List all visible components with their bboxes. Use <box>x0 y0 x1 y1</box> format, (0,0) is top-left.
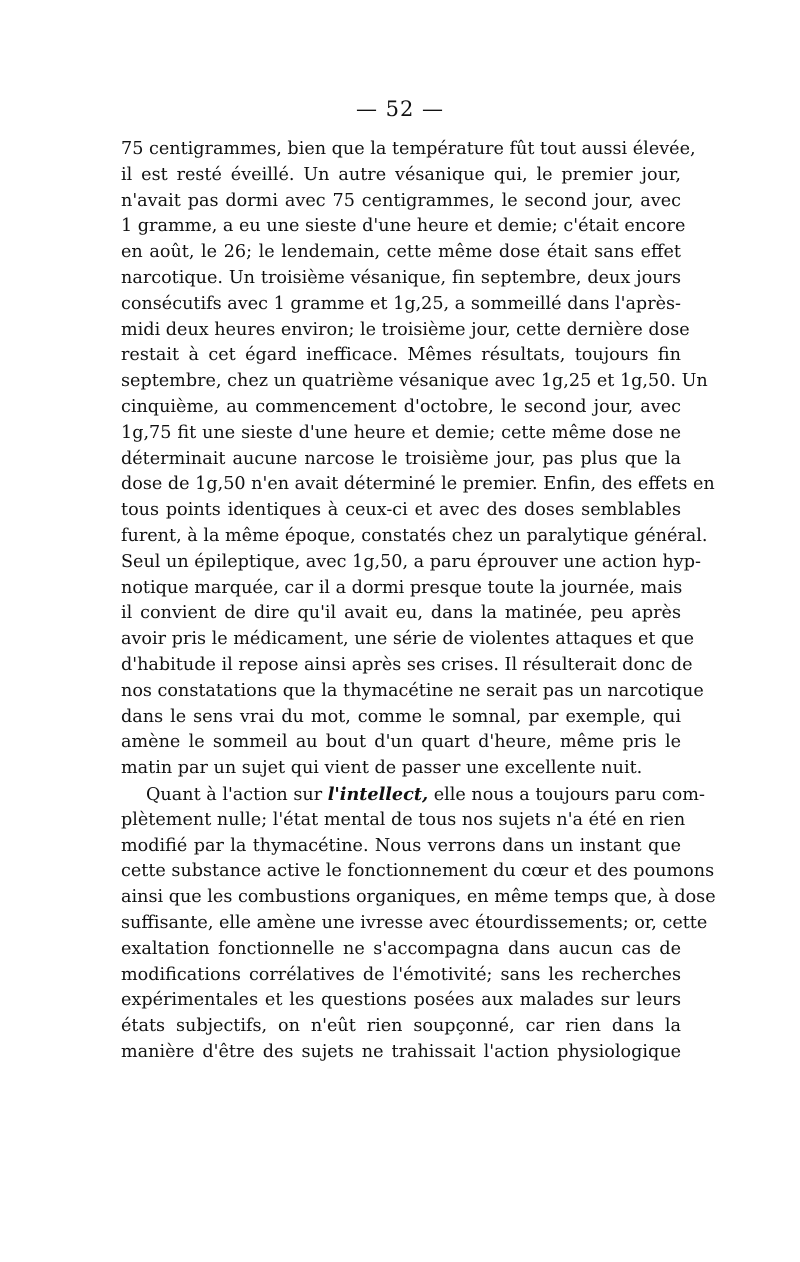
text-line: midi deux heures environ; le troisième jour, cette dernière dose <box>121 319 690 340</box>
text-line: n'avait pas dormi avec 75 centigrammes, le second jour, avec <box>121 190 681 211</box>
text-line: avoir pris le médicament, une série de violentes attaques et que <box>121 629 695 650</box>
emphasis-text: l'intellect, <box>327 783 429 805</box>
text-line: ainsi que les combustions organiques, en même temps que, à dose <box>121 887 716 908</box>
page-number: — 52 — <box>355 97 445 121</box>
text-line: 75 centigrammes, bien que la température fût tout aussi élevée, <box>121 139 696 159</box>
text-line: notique marquée, car il a dormi presque toute la journée, mais <box>121 577 683 598</box>
text-line: consécutifs avec 1 gramme et 1g,25, a sommeillé dans l'après- <box>121 293 681 314</box>
text-span: Quant à l'action sur <box>146 784 328 805</box>
text-line: expérimentales et les questions posées aux malades sur leurs <box>121 990 681 1011</box>
text-line: restait à cet égard inefficace. Mêmes résultats, toujours fin <box>121 345 681 366</box>
text-line: modifié par la thymacétine. Nous verrons dans un instant que <box>121 835 681 856</box>
text-line: il est resté éveillé. Un autre vésanique qui, le premier jour, <box>121 164 681 185</box>
text-line: modifications corrélatives de l'émotivité; sans les recherches <box>121 964 681 985</box>
text-span: elle nous a toujours paru com- <box>428 784 705 805</box>
text-line: manière d'être des sujets ne trahissait l'action physiologique <box>121 1041 681 1062</box>
text-line: d'habitude il repose ainsi après ses crises. Il résulterait donc de <box>121 654 693 675</box>
text-line: états subjectifs, on n'eût rien soupçonné, car rien dans la <box>121 1016 681 1037</box>
text-line: il convient de dire qu'il avait eu, dans la matinée, peu après <box>121 603 681 624</box>
text-line: dose de 1g,50 n'en avait déterminé le premier. Enfin, des effets en <box>121 474 715 495</box>
text-line: cette substance active le fonctionnement du cœur et des poumons <box>121 861 715 882</box>
text-line: narcotique. Un troisième vésanique, fin septembre, deux jours <box>121 267 681 288</box>
text-line: Seul un épileptique, avec 1g,50, a paru éprouver une action hyp- <box>121 551 701 572</box>
text-line: amène le sommeil au bout d'un quart d'heure, même pris le <box>121 732 681 753</box>
text-line: plètement nulle; l'état mental de tous nos sujets n'a été en rien <box>121 809 686 830</box>
text-line: suffisante, elle amène une ivresse avec étourdissements; or, cette <box>121 912 708 933</box>
text-line: 1g,75 fit une sieste d'une heure et demie; cette même dose ne <box>121 422 681 443</box>
text-line: exaltation fonctionnelle ne s'accompagna dans aucun cas de <box>121 938 681 959</box>
text-line: cinquième, au commencement d'octobre, le second jour, avec <box>121 396 681 417</box>
body-text <box>121 137 716 1066</box>
text-line: en août, le 26; le lendemain, cette même dose était sans effet <box>121 242 681 263</box>
paragraph-start-line <box>121 782 705 808</box>
text-line: matin par un sujet qui vient de passer une excellente nuit. <box>121 758 643 779</box>
text-line: dans le sens vrai du mot, comme le somnal, par exemple, qui <box>121 706 681 727</box>
text-line: furent, à la même époque, constatés chez un paralytique général. <box>121 525 708 546</box>
text-line: 1 gramme, a eu une sieste d'une heure et demie; c'était encore <box>121 216 686 237</box>
text-line: tous points identiques à ceux-ci et avec des doses semblables <box>121 500 681 521</box>
text-line: septembre, chez un quatrième vésanique avec 1g,25 et 1g,50. Un <box>121 371 708 392</box>
text-line: déterminait aucune narcose le troisième jour, pas plus que la <box>121 448 681 469</box>
text-line: nos constatations que la thymacétine ne serait pas un narcotique <box>121 680 704 701</box>
